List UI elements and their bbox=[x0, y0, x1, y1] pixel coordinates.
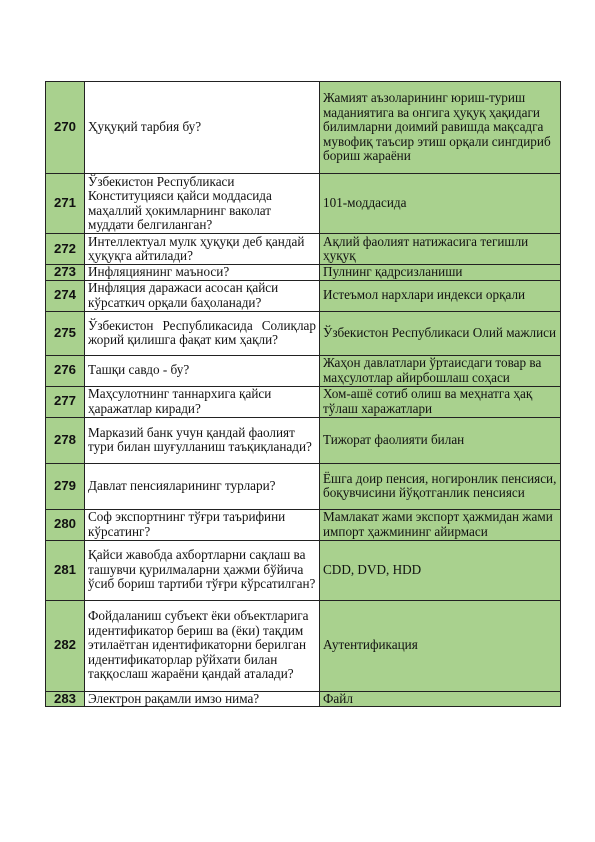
table-body bbox=[46, 82, 561, 707]
row-number: 280 bbox=[46, 509, 85, 540]
answer-cell: Аутентификация bbox=[320, 600, 561, 691]
question-cell: Инфляция даражаси асосан қайси кўрсаткич орқали баҳоланади? bbox=[85, 280, 320, 311]
row-number: 279 bbox=[46, 463, 85, 509]
table-row bbox=[46, 463, 561, 509]
table-row bbox=[46, 355, 561, 386]
row-number: 278 bbox=[46, 417, 85, 463]
answer-cell: Хом-ашё сотиб олиш ва меҳнатга ҳақ тўлаш харажатлари bbox=[320, 386, 561, 417]
answer-cell: CDD, DVD, HDD bbox=[320, 540, 561, 600]
row-number: 273 bbox=[46, 265, 85, 281]
answer-cell: Тижорат фаолияти билан bbox=[320, 417, 561, 463]
row-number: 276 bbox=[46, 355, 85, 386]
question-cell: Инфляциянинг маъноси? bbox=[85, 265, 320, 281]
question-cell: Ўзбекистон Республикаси Конституцияси қайси моддасида маҳаллий ҳокимларнинг ваколат муддати белгиланган? bbox=[85, 174, 320, 234]
table-row bbox=[46, 386, 561, 417]
table-row bbox=[46, 311, 561, 355]
question-cell: Ҳуқуқий тарбия бу? bbox=[85, 82, 320, 174]
answer-cell: Файл bbox=[320, 691, 561, 707]
row-number: 272 bbox=[46, 234, 85, 265]
question-cell: Фойдаланиш субъект ёки объектларига идентификатор бериш ва (ёки) тақдим этилаётган идентификаторни берилган идентификаторлар рўйхати билан таққослаш жараёни қандай аталади? bbox=[85, 600, 320, 691]
question-cell: Ташқи савдо - бу? bbox=[85, 355, 320, 386]
question-cell: Ўзбекистон Республикасида Солиқлар жорий қилишга фақат ким ҳақли? bbox=[85, 311, 320, 355]
question-cell: Электрон рақамли имзо нима? bbox=[85, 691, 320, 707]
answer-cell: Истеъмол нархлари индекси орқали bbox=[320, 280, 561, 311]
answer-cell: Ёшга доир пенсия, ногиронлик пенсияси, боқувчисини йўқотганлик пенсияси bbox=[320, 463, 561, 509]
question-answer-table bbox=[45, 81, 561, 707]
answer-cell: Ақлий фаолият натижасига тегишли ҳуқуқ bbox=[320, 234, 561, 265]
row-number: 277 bbox=[46, 386, 85, 417]
answer-cell: Ўзбекистон Республикаси Олий мажлиси bbox=[320, 311, 561, 355]
answer-cell: Пулнинг қадрсизланиши bbox=[320, 265, 561, 281]
question-cell: Маҳсулотнинг таннархига қайси ҳаражатлар киради? bbox=[85, 386, 320, 417]
question-cell: Соф экспортнинг тўғри таърифини кўрсатинг? bbox=[85, 509, 320, 540]
row-number: 270 bbox=[46, 82, 85, 174]
table-row bbox=[46, 600, 561, 691]
table-row bbox=[46, 280, 561, 311]
answer-cell: Мамлакат жами экспорт ҳажмидан жами импорт ҳажмининг айирмаси bbox=[320, 509, 561, 540]
row-number: 282 bbox=[46, 600, 85, 691]
row-number: 271 bbox=[46, 174, 85, 234]
row-number: 281 bbox=[46, 540, 85, 600]
question-cell: Қайси жавобда ахбортларни сақлаш ва ташувчи қурилмаларни ҳажми бўйича ўсиб бориш тартиби тўғри кўрсатилган? bbox=[85, 540, 320, 600]
answer-cell: Жамият аъзоларининг юриш-туриш маданиятига ва онгига ҳуқуқ ҳақидаги билимларни доимий равишда мақсадга мувофиқ таъсир этиш орқали сингдириб бориш жараёни bbox=[320, 82, 561, 174]
row-number: 274 bbox=[46, 280, 85, 311]
table-row bbox=[46, 691, 561, 707]
table-row bbox=[46, 509, 561, 540]
table-row bbox=[46, 540, 561, 600]
table-row bbox=[46, 82, 561, 174]
table-row bbox=[46, 265, 561, 281]
question-cell: Интеллектуал мулк ҳуқуқи деб қандай ҳуқуқга айтилади? bbox=[85, 234, 320, 265]
answer-cell: Жаҳон давлатлари ўртаисдаги товар ва маҳсулотлар айирбошлаш соҳаси bbox=[320, 355, 561, 386]
answer-cell: 101-моддасида bbox=[320, 174, 561, 234]
question-cell: Давлат пенсияларининг турлари? bbox=[85, 463, 320, 509]
question-cell: Марказий банк учун қандай фаолият тури билан шуғулланиш таъқиқланади? bbox=[85, 417, 320, 463]
table-row bbox=[46, 417, 561, 463]
row-number: 283 bbox=[46, 691, 85, 707]
row-number: 275 bbox=[46, 311, 85, 355]
table-row bbox=[46, 234, 561, 265]
table-row bbox=[46, 174, 561, 234]
